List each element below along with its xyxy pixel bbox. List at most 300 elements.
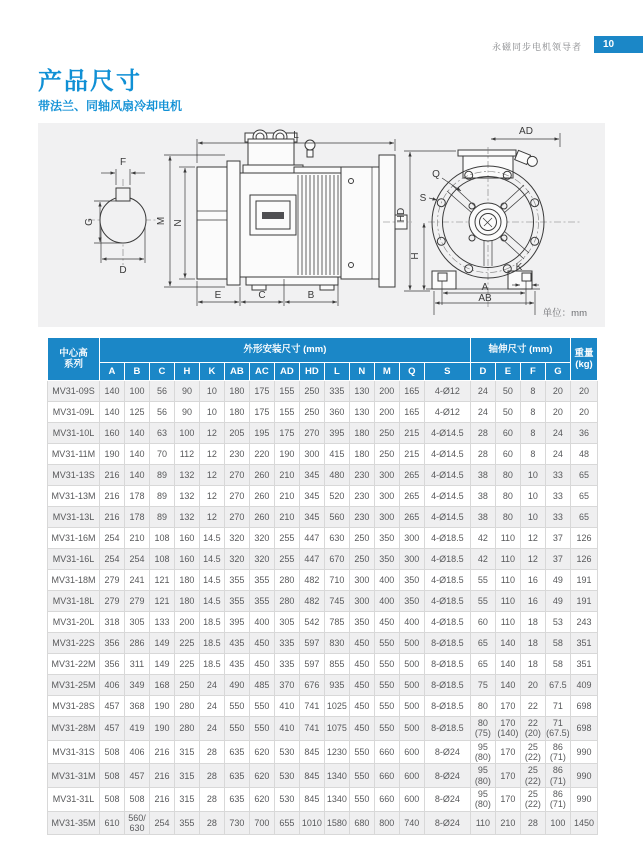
- value-cell: 457: [100, 696, 125, 717]
- value-cell: 260: [249, 465, 274, 486]
- table-row: [48, 612, 598, 633]
- value-cell: 4-Ø18.5: [424, 570, 470, 591]
- value-cell: 24: [470, 402, 495, 423]
- value-cell: 350: [374, 549, 399, 570]
- value-cell: 110: [495, 612, 520, 633]
- dimensions-table: [47, 337, 598, 835]
- value-cell: 280: [174, 717, 199, 741]
- value-cell: 170: [495, 740, 520, 764]
- value-cell: 8: [520, 402, 545, 423]
- table-row: [48, 740, 598, 764]
- table-row: [48, 717, 598, 741]
- series-cell: MV31-20L: [48, 612, 100, 633]
- value-cell: 65: [470, 633, 495, 654]
- value-cell: 38: [470, 486, 495, 507]
- dim-column-header: N: [349, 363, 374, 381]
- value-cell: 530: [274, 740, 299, 764]
- value-cell: 4-Ø14.5: [424, 486, 470, 507]
- value-cell: 300: [399, 549, 424, 570]
- value-cell: 49: [545, 570, 570, 591]
- value-cell: 280: [274, 591, 299, 612]
- value-cell: 230: [349, 465, 374, 486]
- value-cell: 4-Ø14.5: [424, 507, 470, 528]
- dim-column-header: C: [149, 363, 174, 381]
- value-cell: 160: [100, 423, 125, 444]
- value-cell: 355: [224, 570, 249, 591]
- value-cell: 280: [274, 570, 299, 591]
- value-cell: 315: [174, 740, 199, 764]
- table-row: [48, 570, 598, 591]
- value-cell: 255: [274, 549, 299, 570]
- value-cell: 220: [249, 444, 274, 465]
- value-cell: 550: [374, 675, 399, 696]
- value-cell: 305: [274, 612, 299, 633]
- value-cell: 12: [199, 507, 224, 528]
- value-cell: 305: [124, 612, 149, 633]
- value-cell: 620: [249, 788, 274, 812]
- value-cell: 320: [224, 549, 249, 570]
- value-cell: 165: [399, 381, 424, 402]
- value-cell: 12: [199, 465, 224, 486]
- table-row: [48, 764, 598, 788]
- value-cell: 600: [399, 764, 424, 788]
- value-cell: 450: [349, 675, 374, 696]
- value-cell: 37: [545, 549, 570, 570]
- header-slogan: 永磁同步电机领导者: [491, 42, 582, 52]
- value-cell: 126: [571, 528, 598, 549]
- value-cell: 370: [274, 675, 299, 696]
- value-cell: 8-Ø24: [424, 811, 470, 835]
- dimension-drawing: [38, 123, 605, 327]
- value-cell: 457: [100, 717, 125, 741]
- series-cell: MV31-25M: [48, 675, 100, 696]
- value-cell: 250: [299, 381, 324, 402]
- series-cell: MV31-18L: [48, 591, 100, 612]
- value-cell: 508: [124, 788, 149, 812]
- value-cell: 550: [374, 633, 399, 654]
- value-cell: 935: [324, 675, 349, 696]
- value-cell: 200: [174, 612, 199, 633]
- series-cell: MV31-31S: [48, 740, 100, 764]
- shaft-end-view: [84, 157, 158, 276]
- value-cell: 140: [100, 381, 125, 402]
- series-cell: MV31-31M: [48, 764, 100, 788]
- value-cell: 335: [324, 381, 349, 402]
- value-cell: 178: [124, 507, 149, 528]
- value-cell: 65: [571, 486, 598, 507]
- value-cell: 243: [571, 612, 598, 633]
- value-cell: 550: [374, 717, 399, 741]
- value-cell: 216: [100, 486, 125, 507]
- value-cell: 254: [124, 549, 149, 570]
- series-cell: MV31-22M: [48, 654, 100, 675]
- value-cell: 550: [374, 654, 399, 675]
- value-cell: 250: [174, 675, 199, 696]
- value-cell: 18: [520, 612, 545, 633]
- value-cell: 121: [149, 570, 174, 591]
- value-cell: 560: [324, 507, 349, 528]
- value-cell: 10: [199, 381, 224, 402]
- table-row: [48, 633, 598, 654]
- dim-label-d: D: [119, 265, 127, 276]
- value-cell: 90: [174, 402, 199, 423]
- value-cell: 8-Ø18.5: [424, 654, 470, 675]
- value-cell: 95 (80): [470, 740, 495, 764]
- value-cell: 480: [324, 465, 349, 486]
- value-cell: 320: [249, 528, 274, 549]
- unit-label: 单位：mm: [542, 308, 587, 319]
- value-cell: 600: [399, 788, 424, 812]
- dim-column-header: M: [374, 363, 399, 381]
- series-cell: MV31-09L: [48, 402, 100, 423]
- value-cell: 110: [495, 591, 520, 612]
- value-cell: 65: [571, 507, 598, 528]
- value-cell: 745: [324, 591, 349, 612]
- series-column-header: 中心高 系列: [48, 338, 100, 381]
- value-cell: 225: [174, 633, 199, 654]
- value-cell: 315: [174, 764, 199, 788]
- value-cell: 28: [199, 764, 224, 788]
- value-cell: 18.5: [199, 612, 224, 633]
- value-cell: 300: [349, 591, 374, 612]
- table-row: [48, 486, 598, 507]
- value-cell: 500: [399, 675, 424, 696]
- value-cell: 90: [174, 381, 199, 402]
- value-cell: 550: [224, 696, 249, 717]
- value-cell: 86 (71): [545, 788, 570, 812]
- value-cell: 254: [100, 528, 125, 549]
- value-cell: 168: [149, 675, 174, 696]
- value-cell: 395: [324, 423, 349, 444]
- value-cell: 22: [520, 696, 545, 717]
- value-cell: 700: [249, 811, 274, 835]
- value-cell: 108: [149, 549, 174, 570]
- value-cell: 18.5: [199, 654, 224, 675]
- value-cell: 300: [349, 570, 374, 591]
- value-cell: 447: [299, 549, 324, 570]
- value-cell: 315: [174, 788, 199, 812]
- value-cell: 450: [249, 633, 274, 654]
- value-cell: 50: [495, 381, 520, 402]
- value-cell: 300: [399, 528, 424, 549]
- dim-column-header: D: [470, 363, 495, 381]
- value-cell: 33: [545, 507, 570, 528]
- series-cell: MV31-13L: [48, 507, 100, 528]
- value-cell: 250: [374, 444, 399, 465]
- value-cell: 10: [199, 402, 224, 423]
- value-cell: 415: [324, 444, 349, 465]
- value-cell: 8-Ø24: [424, 764, 470, 788]
- value-cell: 8-Ø18.5: [424, 696, 470, 717]
- table-row: [48, 696, 598, 717]
- value-cell: 830: [324, 633, 349, 654]
- value-cell: 368: [124, 696, 149, 717]
- value-cell: 410: [274, 696, 299, 717]
- value-cell: 112: [174, 444, 199, 465]
- value-cell: 63: [149, 423, 174, 444]
- table-row: [48, 591, 598, 612]
- value-cell: 500: [399, 717, 424, 741]
- value-cell: 175: [249, 381, 274, 402]
- value-cell: 279: [124, 591, 149, 612]
- value-cell: 28: [199, 740, 224, 764]
- value-cell: 200: [374, 402, 399, 423]
- value-cell: 660: [374, 788, 399, 812]
- value-cell: 482: [299, 591, 324, 612]
- value-cell: 216: [149, 764, 174, 788]
- value-cell: 130: [349, 381, 374, 402]
- value-cell: 140: [124, 423, 149, 444]
- value-cell: 170: [495, 764, 520, 788]
- value-cell: 4-Ø18.5: [424, 549, 470, 570]
- value-cell: 508: [100, 788, 125, 812]
- value-cell: 28: [199, 788, 224, 812]
- value-cell: 482: [299, 570, 324, 591]
- value-cell: 279: [100, 591, 125, 612]
- value-cell: 60: [495, 444, 520, 465]
- dim-label-k: K: [515, 262, 523, 273]
- value-cell: 133: [149, 612, 174, 633]
- value-cell: 190: [274, 444, 299, 465]
- value-cell: 741: [299, 696, 324, 717]
- value-cell: 195: [249, 423, 274, 444]
- value-cell: 550: [224, 717, 249, 741]
- value-cell: 86 (71): [545, 740, 570, 764]
- value-cell: 1230: [324, 740, 349, 764]
- dim-column-header: AC: [249, 363, 274, 381]
- table-row: [48, 507, 598, 528]
- value-cell: 635: [224, 764, 249, 788]
- value-cell: 345: [299, 507, 324, 528]
- value-cell: 300: [374, 486, 399, 507]
- dim-label-ab: AB: [478, 293, 492, 304]
- value-cell: 25 (22): [520, 740, 545, 764]
- value-cell: 210: [495, 811, 520, 835]
- value-cell: 60: [495, 423, 520, 444]
- value-cell: 4-Ø12: [424, 381, 470, 402]
- value-cell: 95 (80): [470, 764, 495, 788]
- value-cell: 990: [571, 740, 598, 764]
- value-cell: 597: [299, 654, 324, 675]
- value-cell: 255: [274, 528, 299, 549]
- page-number-badge: 10: [594, 36, 643, 53]
- value-cell: 49: [545, 591, 570, 612]
- value-cell: 16: [520, 591, 545, 612]
- value-cell: 75: [470, 675, 495, 696]
- value-cell: 4-Ø18.5: [424, 591, 470, 612]
- value-cell: 550: [349, 740, 374, 764]
- value-cell: 660: [374, 764, 399, 788]
- value-cell: 216: [100, 465, 125, 486]
- value-cell: 1025: [324, 696, 349, 717]
- value-cell: 450: [374, 612, 399, 633]
- series-cell: MV31-31L: [48, 788, 100, 812]
- dim-column-header: E: [495, 363, 520, 381]
- value-cell: 250: [299, 402, 324, 423]
- value-cell: 8: [520, 444, 545, 465]
- dim-label-b: B: [307, 290, 315, 301]
- value-cell: 520: [324, 486, 349, 507]
- value-cell: 741: [299, 717, 324, 741]
- value-cell: 210: [274, 486, 299, 507]
- value-cell: 355: [249, 591, 274, 612]
- value-cell: 42: [470, 549, 495, 570]
- value-cell: 260: [249, 507, 274, 528]
- table-header-group-row: [48, 338, 598, 363]
- value-cell: 450: [349, 633, 374, 654]
- value-cell: 89: [149, 465, 174, 486]
- value-cell: 350: [399, 591, 424, 612]
- value-cell: 180: [174, 591, 199, 612]
- table-row: [48, 465, 598, 486]
- dim-column-header: A: [100, 363, 125, 381]
- value-cell: 485: [249, 675, 274, 696]
- value-cell: 406: [100, 675, 125, 696]
- value-cell: 210: [274, 465, 299, 486]
- value-cell: 785: [324, 612, 349, 633]
- value-cell: 670: [324, 549, 349, 570]
- dim-column-header: H: [174, 363, 199, 381]
- value-cell: 191: [571, 570, 598, 591]
- value-cell: 80: [495, 465, 520, 486]
- value-cell: 12: [199, 423, 224, 444]
- value-cell: 25 (22): [520, 764, 545, 788]
- series-cell: MV31-13S: [48, 465, 100, 486]
- table-row: [48, 675, 598, 696]
- value-cell: 550: [374, 696, 399, 717]
- value-cell: 740: [399, 811, 424, 835]
- page-subtitle: 带法兰、同轴风扇冷却电机: [38, 99, 183, 113]
- value-cell: 210: [274, 507, 299, 528]
- dim-label-l: L: [293, 130, 299, 141]
- value-cell: 48: [571, 444, 598, 465]
- value-cell: 400: [249, 612, 274, 633]
- dim-label-m: M: [156, 216, 167, 226]
- value-cell: 4-Ø12: [424, 402, 470, 423]
- value-cell: 190: [100, 444, 125, 465]
- brand-logo: [262, 212, 284, 219]
- weight-column-header: 重量 (kg): [571, 338, 598, 381]
- series-cell: MV31-13M: [48, 486, 100, 507]
- value-cell: 37: [545, 528, 570, 549]
- value-cell: 279: [100, 570, 125, 591]
- dim-label-e: E: [214, 290, 222, 301]
- value-cell: 635: [224, 740, 249, 764]
- value-cell: 4-Ø14.5: [424, 423, 470, 444]
- value-cell: 170: [495, 788, 520, 812]
- value-cell: 508: [100, 740, 125, 764]
- value-cell: 155: [274, 381, 299, 402]
- value-cell: 20: [545, 381, 570, 402]
- value-cell: 241: [124, 570, 149, 591]
- value-cell: 320: [249, 549, 274, 570]
- value-cell: 1075: [324, 717, 349, 741]
- value-cell: 270: [224, 465, 249, 486]
- value-cell: 20: [545, 402, 570, 423]
- value-cell: 160: [174, 549, 199, 570]
- value-cell: 110: [470, 811, 495, 835]
- dim-column-header: AB: [224, 363, 249, 381]
- value-cell: 250: [374, 423, 399, 444]
- value-cell: 355: [249, 570, 274, 591]
- value-cell: 270: [224, 486, 249, 507]
- value-cell: 38: [470, 507, 495, 528]
- value-cell: 230: [349, 507, 374, 528]
- value-cell: 55: [470, 591, 495, 612]
- value-cell: 355: [224, 591, 249, 612]
- value-cell: 14.5: [199, 570, 224, 591]
- value-cell: 58: [545, 633, 570, 654]
- value-cell: 355: [174, 811, 199, 835]
- value-cell: 311: [124, 654, 149, 675]
- value-cell: 8-Ø24: [424, 740, 470, 764]
- value-cell: 56: [149, 402, 174, 423]
- dim-column-header: G: [545, 363, 570, 381]
- value-cell: 170: [495, 696, 520, 717]
- value-cell: 698: [571, 717, 598, 741]
- table-body: [48, 381, 598, 835]
- value-cell: 71: [545, 696, 570, 717]
- value-cell: 28: [520, 811, 545, 835]
- value-cell: 80 (75): [470, 717, 495, 741]
- value-cell: 254: [100, 549, 125, 570]
- value-cell: 140: [495, 633, 520, 654]
- table-row: [48, 402, 598, 423]
- value-cell: 24: [545, 423, 570, 444]
- value-cell: 16: [520, 570, 545, 591]
- value-cell: 12: [520, 549, 545, 570]
- value-cell: 132: [174, 507, 199, 528]
- value-cell: 280: [174, 696, 199, 717]
- value-cell: 265: [399, 486, 424, 507]
- value-cell: 730: [224, 811, 249, 835]
- value-cell: 335: [274, 633, 299, 654]
- table-row: [48, 444, 598, 465]
- value-cell: 260: [249, 486, 274, 507]
- value-cell: 100: [124, 381, 149, 402]
- value-cell: 560/ 630: [124, 811, 149, 835]
- value-cell: 350: [349, 612, 374, 633]
- value-cell: 698: [571, 696, 598, 717]
- value-cell: 190: [149, 696, 174, 717]
- value-cell: 435: [224, 654, 249, 675]
- table-row: [48, 423, 598, 444]
- value-cell: 8: [520, 381, 545, 402]
- value-cell: 990: [571, 788, 598, 812]
- value-cell: 406: [124, 740, 149, 764]
- value-cell: 270: [299, 423, 324, 444]
- value-cell: 132: [174, 465, 199, 486]
- value-cell: 14.5: [199, 549, 224, 570]
- value-cell: 140: [124, 465, 149, 486]
- value-cell: 356: [100, 633, 125, 654]
- value-cell: 60: [470, 612, 495, 633]
- dim-label-h: H: [410, 252, 421, 260]
- value-cell: 450: [349, 717, 374, 741]
- value-cell: 33: [545, 486, 570, 507]
- value-cell: 70: [149, 444, 174, 465]
- value-cell: 110: [495, 570, 520, 591]
- value-cell: 14.5: [199, 528, 224, 549]
- value-cell: 175: [274, 423, 299, 444]
- value-cell: 680: [349, 811, 374, 835]
- value-cell: 265: [399, 465, 424, 486]
- value-cell: 450: [249, 654, 274, 675]
- value-cell: 175: [249, 402, 274, 423]
- value-cell: 300: [299, 444, 324, 465]
- value-cell: 300: [374, 507, 399, 528]
- motor-dimension-diagram: [38, 123, 605, 327]
